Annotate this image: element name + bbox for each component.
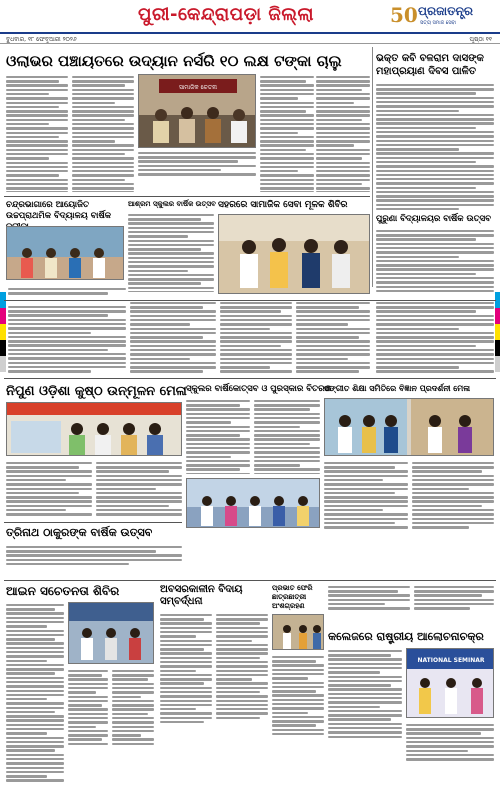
photo-social-event-image	[139, 75, 256, 148]
article-center-col2	[296, 300, 370, 374]
photo-caption-social	[138, 150, 256, 192]
article-right-top	[376, 82, 494, 210]
masthead	[0, 0, 500, 34]
section-title: ପୁରୀ-କେନ୍ଦ୍ରାପଡ଼ା ଜିଲ୍ଲା	[138, 4, 314, 25]
article-prize-col1	[186, 398, 250, 474]
article-ashram	[128, 212, 214, 292]
article-prize-col2	[254, 398, 320, 474]
article-legal-col1	[6, 602, 64, 782]
article-college-intro-col2	[414, 584, 494, 626]
registration-color-bar-left	[0, 292, 6, 372]
photo-legal	[68, 602, 154, 664]
headline-school-day: ଚନ୍ଦ୍ରଭାଗାରେ ଆୟୋଜିତ ଉଚ୍ଚପ୍ରାଥମିକ ବିଦ୍ୟାଳୟ ବାର୍ଷିକ	[6, 200, 111, 221]
article-farewell-col2	[216, 612, 268, 782]
anniversary-logo: 50	[390, 3, 418, 27]
headline-prize: ସ୍କୁଲର ବାର୍ଷିକୋତ୍ସବ ଓ ପୁରସ୍କାର ବିତରଣ	[186, 384, 331, 394]
photo-nipun-image	[7, 403, 182, 456]
article-main-col2	[72, 74, 134, 192]
article-ashram-cont	[130, 300, 216, 374]
headline-center-story: ସହରରେ ସାମାଜିକ ସେବା ମୂଳକ ଶିବିର	[218, 200, 348, 210]
photo-center-story	[218, 214, 370, 294]
article-legal-col3	[112, 668, 154, 782]
photo-college-seminar	[406, 648, 494, 718]
photo-small-box	[272, 614, 324, 650]
headline-main: ଓଲାଭର ପଞ୍ଚାୟତରେ ଉଦ୍ୟାନ ନର୍ସରି ୧୦ ଲକ୍ଷ ଟଙ୍କା ଚାଲୁ	[6, 52, 342, 70]
issue-date: ବୁଧବାର, ୧୮ ଫେବୃଆରୀ ୨୦୨୬	[6, 36, 77, 43]
article-nipun-col1	[6, 460, 92, 518]
article-center-col1	[220, 300, 292, 374]
article-science-col1	[324, 460, 408, 530]
photo-prize-image	[187, 479, 320, 528]
article-right-mid	[376, 228, 494, 292]
headline-nipun: ନିପୁଣ ଓଡ଼ିଶା କୁଷ୍ଠ ଉନ୍ମୂଳନ ମେଳା	[6, 384, 187, 399]
page-number: ପୃଷ୍ଠା ୧୧	[469, 36, 492, 43]
photo-center-story-image	[219, 215, 370, 294]
article-school-day	[8, 304, 126, 374]
headline-science: ସଙ୍ଗୀତ ଶିକ୍ଷା ସମିତିରେ ବିଜ୍ଞାନ ପ୍ରଦର୍ଶନୀ ମେଳା	[324, 384, 471, 393]
article-main-col3	[260, 74, 314, 192]
article-college-col2	[406, 722, 494, 782]
registration-color-bar-right	[495, 292, 500, 372]
caption-school-sports	[8, 286, 126, 298]
photo-social-event	[138, 74, 256, 148]
article-farewell-col1	[160, 612, 212, 782]
article-college-intro-col1	[328, 584, 410, 626]
headline-small-box: ପ୍ରଭାତ ଫେରି ଛାତ୍ରଛାତ୍ରୀ ଅଂଶଗ୍ରହଣ	[272, 584, 313, 610]
headline-right-top: ଭକ୍ତ କବି ବଳରାମ ଦାସଙ୍କ ମହାପ୍ରୟାଣ ଦିବସ ପାଳିତ	[376, 53, 484, 77]
publication-tagline: ସତ୍ୟ ସମାଜ ସେବା	[420, 20, 457, 26]
photo-college-seminar-image	[407, 649, 494, 718]
article-trinath	[6, 544, 182, 576]
photo-science	[324, 398, 494, 456]
photo-nipun	[6, 402, 182, 456]
dateline	[0, 35, 500, 44]
seminar-banner-text: NATIONAL SEMINAR	[417, 657, 485, 664]
article-college	[328, 648, 402, 782]
photo-science-image	[325, 399, 494, 456]
publication-name: ପ୍ରଜାତନ୍ତ୍ର	[418, 4, 474, 18]
photo-school-sports	[6, 226, 124, 280]
headline-farewell: ଅବସରକାଳୀନ ବିଦାୟ ସମ୍ବର୍ଦ୍ଧନା	[160, 584, 243, 607]
headline-legal: ଆଇନ ସଚେତନତା ଶିବିର	[6, 584, 120, 598]
article-small-box	[272, 654, 324, 782]
headline-college: କଲେଜରେ ରାଷ୍ଟ୍ରୀୟ ଆଲୋଚନାଚକ୍ର	[328, 630, 484, 643]
article-science-col2	[412, 460, 494, 530]
photo-school-sports-image	[7, 227, 124, 280]
article-main-col4	[316, 74, 370, 192]
article-legal-col2	[68, 668, 108, 782]
photo-banner-text: ସାମାଜିକ ଚେତନା	[179, 84, 217, 91]
photo-small-box-image	[273, 615, 324, 650]
article-main-col1	[6, 74, 68, 192]
headline-trinath: ତ୍ରିନାଥ ଠାକୁରଙ୍କ ବାର୍ଷିକ ଉତ୍ସବ	[6, 526, 153, 539]
headline-right-mid: ପୁରୁଣା ବିଦ୍ୟାଳୟର ବାର୍ଷିକ ଉତ୍ସବ	[376, 214, 492, 224]
article-right-mid-cont	[376, 300, 494, 374]
photo-prize	[186, 478, 320, 528]
article-nipun-col2	[96, 460, 182, 518]
headline-ashram: ଆଶ୍ରମ ସ୍କୁଲର ବାର୍ଷିକ ଉତ୍ସବ	[128, 200, 216, 208]
photo-legal-image	[69, 603, 154, 664]
